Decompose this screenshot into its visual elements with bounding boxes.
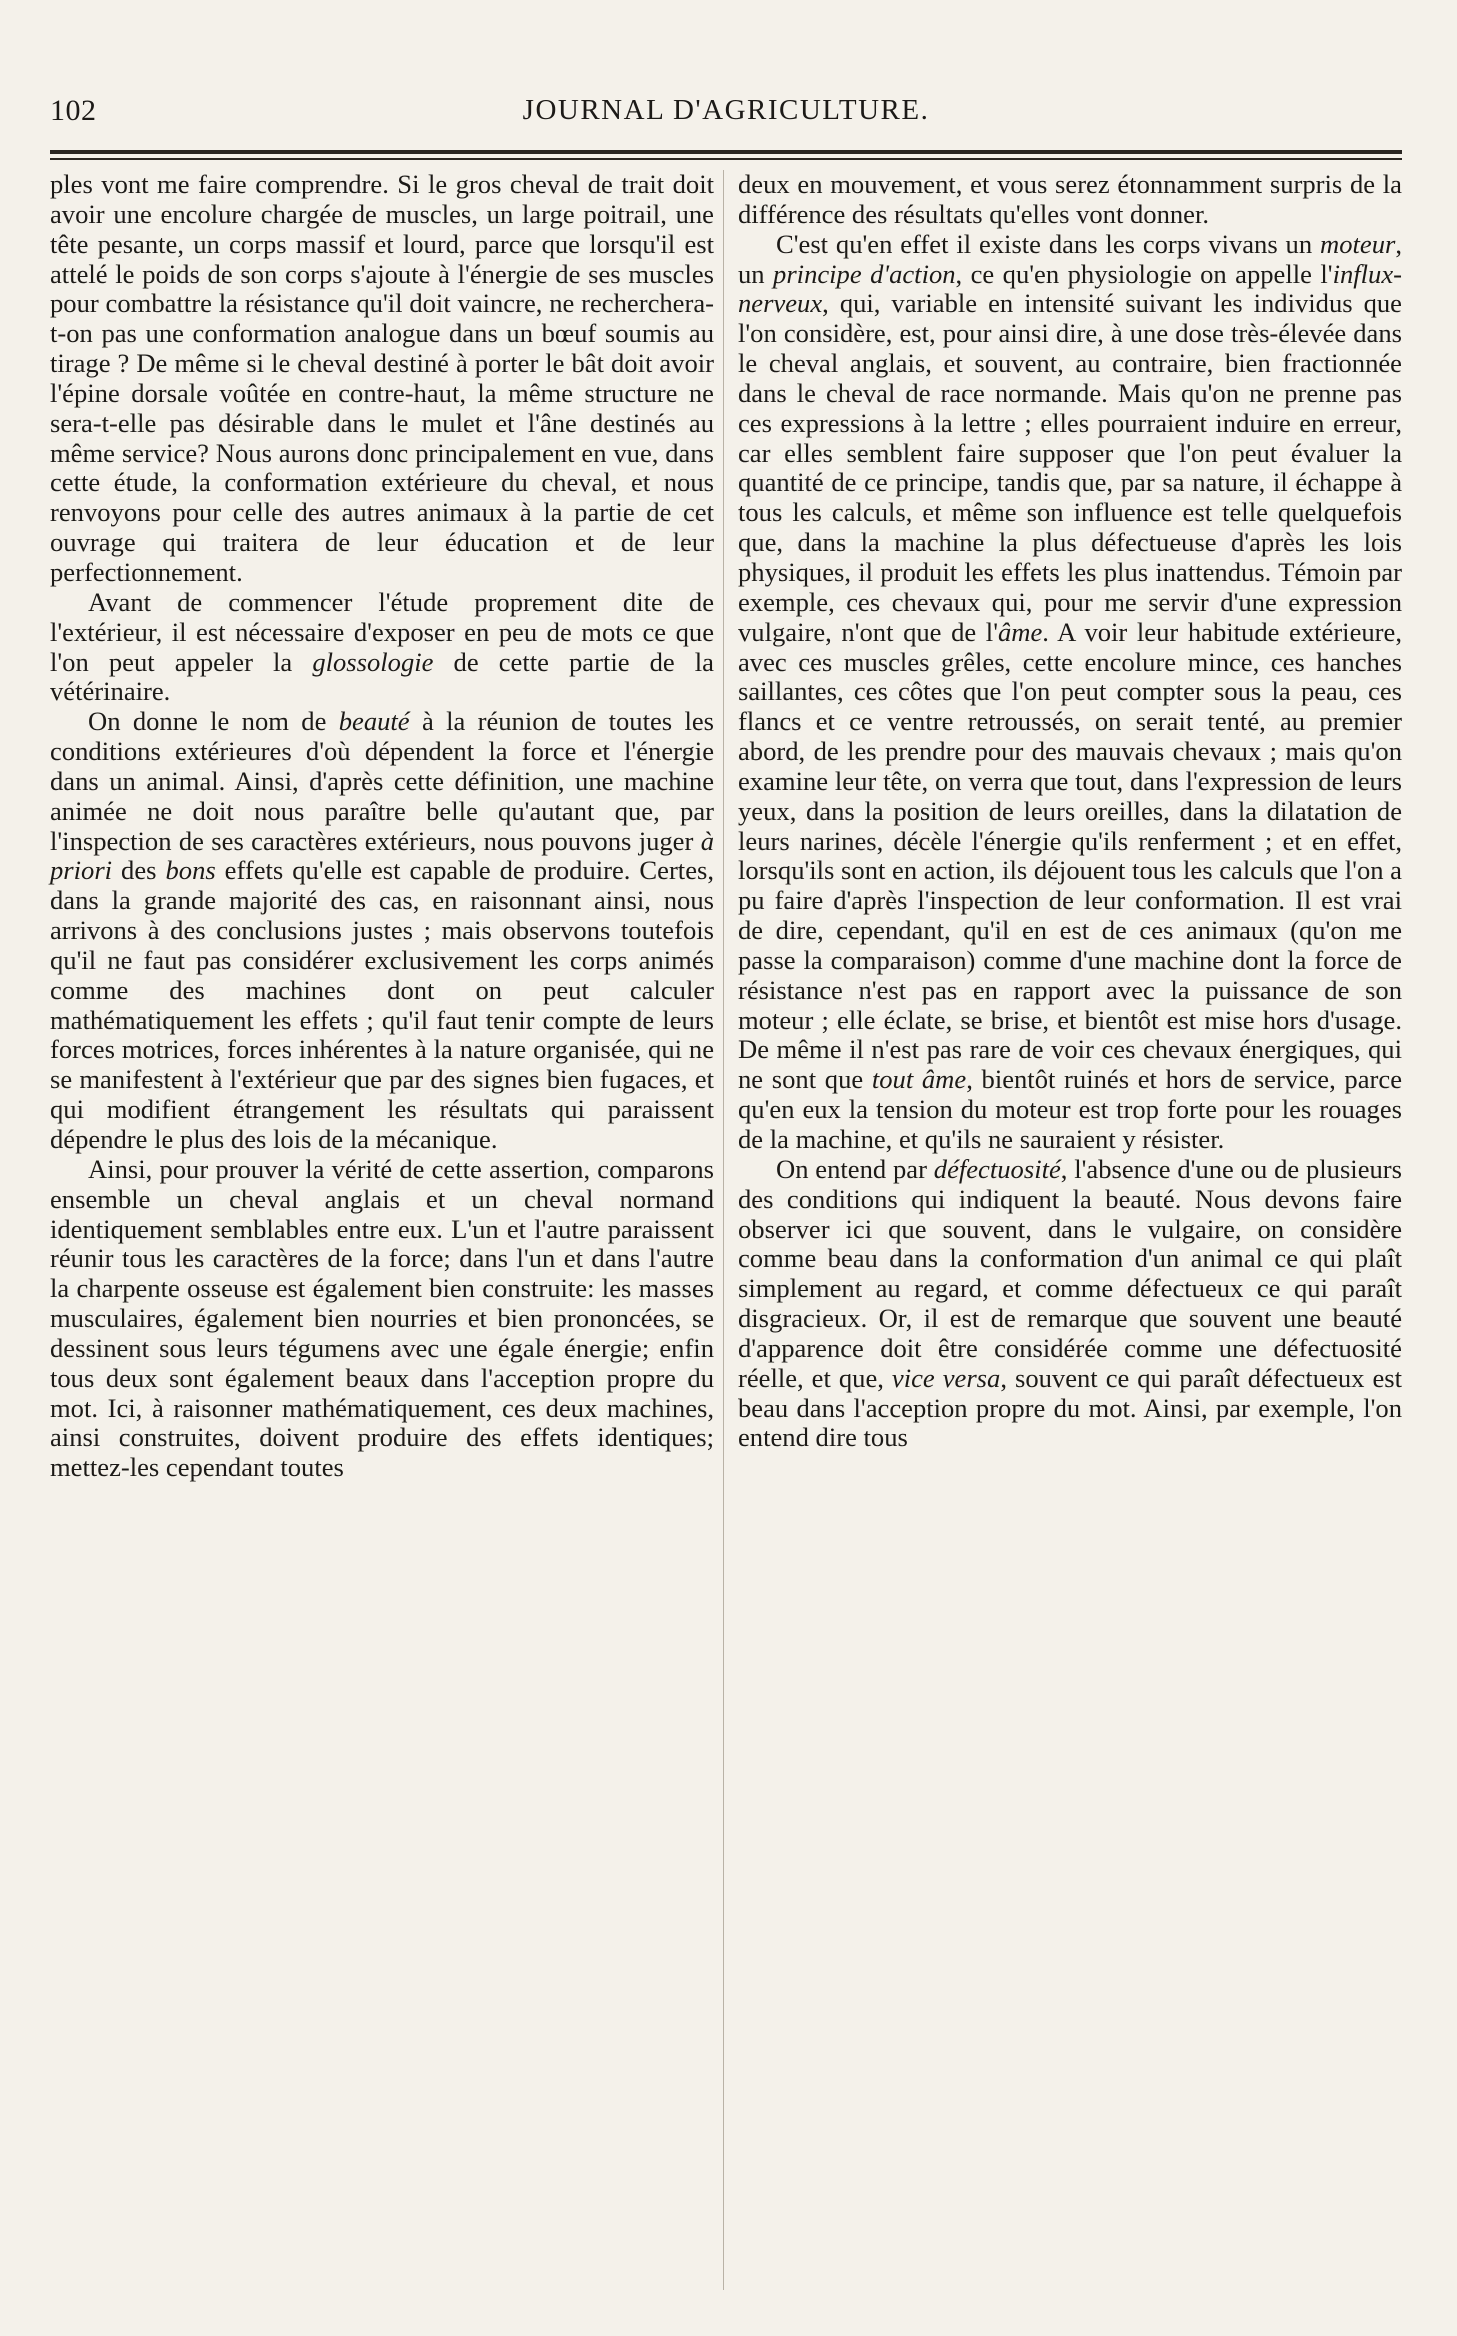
paragraph: Ainsi, pour prouver la vérité de cette assertion, comparons ensemble un cheval anglais et un cheval normand identiquement semblables entre eux. L'un et l'autre paraissent réunir tous les caractères de la force; dans l'un et dans l'autre la charpente osseuse est également bien construite: les masses musculaires, également bien nourries et bien prononcées, se dessinent sous leurs tégumens avec une égale énergie; enfin tous deux sont également beaux dans l'acception propre du mot. Ici, à raisonner mathématiquement, ces deux machines, ainsi construites, doivent produire des effets identiques; mettez-les cependant toutes xyxy=(50,1153,714,1483)
italic-term: principe d'action xyxy=(773,258,956,289)
left-column xyxy=(50,170,714,1483)
italic-term: vice versa xyxy=(891,1362,1001,1393)
header-rule-thick xyxy=(50,150,1402,154)
paragraph: C'est qu'en effet il existe dans les corps vivans un moteur, un principe d'action, ce qu'en physiologie on appelle l'influx-nerveux, qui, variable en intensité suivant les individus que l'on considère, est, pour ainsi dire, à une dose très-élevée dans le cheval anglais, et souvent, au contraire, bien fractionnée dans le cheval de race normande. Mais qu'on ne prenne pas ces expressions à la lettre ; elles pourraient induire en erreur, car elles semblent faire supposer que l'on peut évaluer la quantité de ce principe, tandis que, par sa nature, il échappe à tous les calculs, et même son influence est telle quelquefois que, dans la machine la plus défectueuse d'après les lois physiques, il produit les effets les plus inattendus. Témoin par exemple, ces chevaux qui, pour me servir d'une expression vulgaire, n'ont que de l'âme. A voir leur habitude extérieure, avec ces muscles grêles, cette encolure mince, ces hanches saillantes, ces côtes que l'on peut compter sous la peau, ces flancs et ce ventre retroussés, on serait tenté, au premier abord, de les prendre pour des mauvais chevaux ; mais qu'on examine leur tête, on verra que tout, dans l'expression de leurs yeux, dans la position de leurs oreilles, dans la dilatation de leurs narines, décèle l'énergie qu'ils renferment ; et en effet, lorsqu'ils sont en action, ils déjouent tous les calculs que l'on a pu faire d'après l'inspection de leur conformation. Il est vrai de dire, cependant, qu'il en est de ces animaux (qu'on me passe la comparaison) comme d'une machine dont la force de résistance n'est pas en rapport avec la puissance de son moteur ; elle éclate, se brise, et bientôt est mise hors d'usage. De même il n'est pas rare de voir ces chevaux énergiques, qui ne sont que tout âme, bientôt ruinés et hors de service, parce qu'en eux la tension du moteur est trop forte pour les rouages de la machine, et qu'ils ne sauraient y résister. xyxy=(738,228,1402,1154)
header-rule-thin xyxy=(50,158,1402,160)
running-title: JOURNAL D'AGRICULTURE. xyxy=(522,94,930,126)
italic-term: beauté xyxy=(338,706,410,737)
column-divider xyxy=(723,170,724,2290)
italic-term: glossologie xyxy=(312,646,434,677)
page-header xyxy=(50,94,1402,134)
paragraph: Avant de commencer l'étude proprement dite de l'extérieur, il est nécessaire d'exposer en peu de mots ce que l'on peut appeler la glossologie de cette partie de la vétérinaire. xyxy=(50,586,714,707)
italic-term: influx-nerveux xyxy=(738,258,1402,319)
italic-term: âme xyxy=(997,616,1043,647)
paragraph: ples vont me faire comprendre. Si le gros cheval de trait doit avoir une encolure chargée de muscles, un large poitrail, une tête pesante, un corps massif et lourd, parce que lorsqu'il est attelé le poids de son corps s'ajoute à l'énergie de ses muscles pour combattre la résistance qu'il doit vaincre, ne recherchera-t-on pas une conformation analogue dans un bœuf soumis au tirage ? De même si le cheval destiné à porter le bât doit avoir l'épine dorsale voûtée en contre-haut, la même structure ne sera-t-elle pas désirable dans le mulet et l'âne destinés au même service? Nous aurons donc principalement en vue, dans cette étude, la conformation extérieure du cheval, et nous renvoyons pour celle des autres animaux à la partie de cet ouvrage qui traitera de leur éducation et de leur perfectionnement. xyxy=(50,169,714,587)
right-column xyxy=(738,170,1402,1453)
page-number: 102 xyxy=(50,94,97,127)
paragraph: deux en mouvement, et vous serez étonnamment surpris de la différence des résultats qu'elles vont donner. xyxy=(738,169,1402,229)
paragraph: On entend par défectuosité, l'absence d'une ou de plusieurs des conditions qui indiquent la beauté. Nous devons faire observer ici que souvent, dans le vulgaire, on considère comme beau dans la conformation d'un animal ce qui plaît simplement au regard, et comme défectueux ce qui paraît disgracieux. Or, il est de remarque que souvent une beauté d'apparence doit être considérée comme une défectuosité réelle, et que, vice versa, souvent ce qui paraît défectueux est beau dans l'acception propre du mot. Ainsi, par exemple, l'on entend dire tous xyxy=(738,1153,1402,1453)
italic-term: bons xyxy=(165,855,216,886)
paragraph: On donne le nom de beauté à la réunion de toutes les conditions extérieures d'où dépendent la force et l'énergie dans un animal. Ainsi, d'après cette définition, une machine animée ne doit nous paraître belle qu'autant que, par l'inspection de ses caractères extérieurs, nous pouvons juger à priori des bons effets qu'elle est capable de produire. Certes, dans la grande majorité des cas, en raisonnant ainsi, nous arrivons à des conclusions justes ; mais observons toutefois qu'il ne faut pas considérer exclusivement les corps animés comme des machines dont on peut calculer mathématiquement les effets ; qu'il faut tenir compte de leurs forces motrices, forces inhérentes à la nature organisée, qui ne se manifestent à l'extérieur que par des signes bien fugaces, et qui modifient étrangement les résultats qui paraissent dépendre le plus des lois de la mécanique. xyxy=(50,706,714,1154)
italic-term: moteur xyxy=(1320,228,1396,259)
italic-term: défectuosité xyxy=(933,1153,1061,1184)
italic-term: tout âme xyxy=(871,1064,967,1095)
italic-term: à priori xyxy=(50,825,714,886)
